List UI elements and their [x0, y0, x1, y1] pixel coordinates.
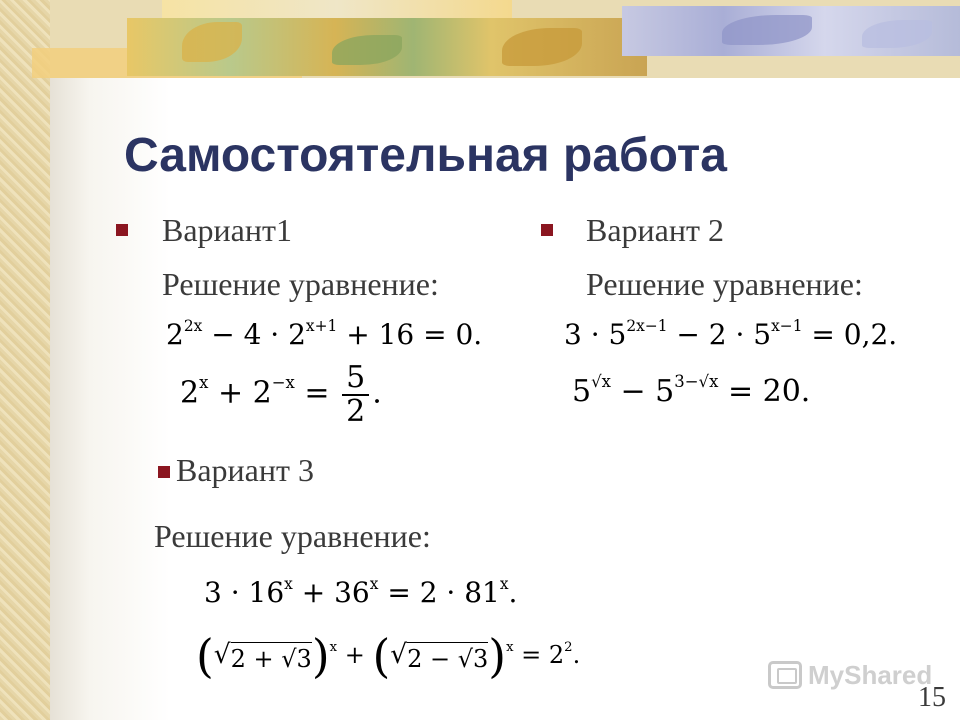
variant-2-equation-1: $3 \cdot 5^{2x-1} - 2 \cdot 5^{x-1} = 0,2$.	[564, 316, 898, 351]
decorative-banner	[32, 0, 960, 78]
watermark-logo	[768, 656, 932, 694]
variant-1-equation-2: $2^x + 2^{-x}$ = $\frac{5}{2}$ .	[180, 360, 382, 429]
bullet-icon	[116, 224, 128, 236]
variant-1-task: Решение уравнение:	[162, 266, 439, 302]
variant-2-label: Вариант 2	[586, 212, 724, 248]
background-texture	[0, 0, 50, 720]
variant-2-equation-2: $5^{√x} - 5^{3-√x} = 20$.	[572, 371, 811, 409]
variant-1-label: Вариант1	[162, 212, 292, 248]
fraction: $\frac{5}{2}$	[342, 362, 369, 427]
bullet-icon	[541, 224, 553, 236]
variant-1-equation-1: $2^{2x} - 4 \cdot 2^{x+1} + 16 = 0$.	[166, 316, 483, 351]
presentation-icon	[768, 661, 802, 689]
variant-3-equation-2: ( √ 2 + √3 )$^x$ + ( √ 2 − √3 )$^x = 2^2$.	[196, 630, 581, 683]
watermark-text: MyShared	[808, 659, 933, 690]
slide-title: Самостоятельная работа	[124, 129, 727, 182]
variant-3-label: Вариант 3	[176, 452, 314, 488]
variant-3-task: Решение уравнение:	[154, 518, 431, 554]
variant-2-task: Решение уравнение:	[586, 266, 863, 302]
variant-3-equation-1: $3 \cdot 16^x + 36^x = 2 \cdot 81^x$.	[204, 574, 518, 609]
bullet-icon	[158, 466, 170, 478]
page-number: 15	[918, 682, 946, 713]
